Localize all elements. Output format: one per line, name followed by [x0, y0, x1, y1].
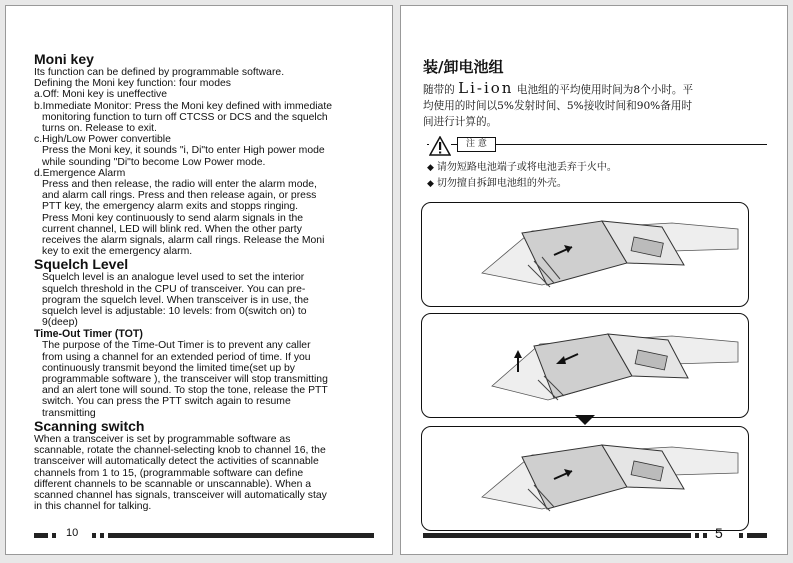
caution-label: 注 意	[457, 137, 496, 152]
moni-mode-c-body: Press the Moni key, it sounds "i, Di"to enter High power mode while sounding "Di"to become Low Power mode.	[42, 145, 325, 168]
battery-heading: 装/卸电池组	[423, 58, 504, 76]
arrow-icon	[422, 314, 748, 417]
arrow-icon	[422, 203, 748, 306]
footer-bar	[100, 533, 104, 538]
battery-intro	[423, 80, 773, 98]
moni-mode-a: a.Off: Moni key is uneffective	[34, 89, 168, 101]
page-number: 10	[66, 527, 79, 539]
page-number: 5	[715, 525, 723, 541]
footer-bar	[92, 533, 96, 538]
intro-text-b: 电池组的平均使用时间为8个小时。平	[516, 84, 694, 96]
caution-item: ◆ 切勿擅自拆卸电池组的外壳。	[427, 178, 567, 189]
squelch-heading: Squelch Level	[34, 256, 129, 273]
left-column	[34, 52, 374, 512]
caution-box	[427, 136, 767, 196]
footer-bar	[703, 533, 707, 538]
scanning-heading: Scanning switch	[34, 417, 145, 434]
moni-key-heading: Moni key	[34, 51, 94, 67]
left-page	[5, 5, 393, 555]
footer-bar	[695, 533, 699, 538]
tot-heading: Time-Out Timer (TOT)	[34, 328, 143, 341]
scanning-body: When a transceiver is set by programmable software as scannable, rotate the channel-selecting knob to channel 16, the transceiver will automatically detect the activities of scannable channels from 1 to 15, (programmable software can define different channels to be scannable or unscannable). When a scanned channel has signals, transceiver will automatically stay in this channel for talking.	[34, 433, 327, 513]
battery-intro-line2: 均使用的时间以5%发射时间、5%接收时间和90%备用时	[423, 100, 693, 112]
footer-bar	[747, 533, 767, 538]
moni-mode-d-body: Press and then release, the radio will enter the alarm mode, and alarm call rings. Press and then release again, or press PTT key, the emergency alarm exits and stopps ringing. Press Moni key continuously to send alarm signals in the current channel, LED will blink red. When the other party receives the alarm signals, alarm call rings. Release the Moni key to exit the emergency alarm.	[42, 179, 325, 258]
left-footer	[34, 527, 374, 542]
right-page	[400, 5, 788, 555]
intro-text-a: 随带的	[423, 84, 455, 96]
arrow-icon	[422, 427, 748, 530]
moni-mode-b-body: monitoring function to turn off CTCSS or DCS and the squelch turns on. Release to exit.	[42, 111, 328, 135]
caution-list	[427, 160, 617, 192]
battery-illustration-3	[421, 426, 749, 531]
moni-line-2: Defining the Moni key function: four modes	[34, 78, 231, 90]
battery-illustration-1	[421, 202, 749, 307]
footer-bar	[52, 533, 56, 538]
moni-mode-c-head: c.High/Low Power convertible	[34, 134, 171, 146]
footer-bar	[423, 533, 691, 538]
down-triangle-icon	[575, 415, 595, 425]
footer-bar	[739, 533, 743, 538]
intro-li-ion: Li-ion	[458, 79, 514, 97]
moni-mode-d-head: d.Emergence Alarm	[34, 167, 126, 179]
right-column	[423, 56, 773, 130]
battery-illustration-2	[421, 313, 749, 418]
right-footer	[423, 525, 773, 542]
tot-body: The purpose of the Time-Out Timer is to prevent any caller from using a channel for an extended period of time. If you continuously transmit beyond the limited time(set up by programmable software ), the transceiver will stop transmitting and an alert tone will sound. To stop the tone, release the PTT switch. You can press the PTT switch again to resume transmitting	[42, 340, 328, 419]
battery-intro-line3: 间进行计算的。	[423, 116, 498, 128]
moni-mode-b-head: b.Immediate Monitor: Press the Moni key defined with immediate	[34, 100, 332, 112]
squelch-body: Squelch level is an analogue level used to set the interior squelch threshold in the CPU of transceiver. You can pre- program the squelch level. When transceiver is in use, the squelch level is adjustable: 10 levels: from 0(switch on) to 9(deep)	[42, 272, 309, 329]
footer-bar	[108, 533, 374, 538]
moni-line-1: Its function can be defined by programmable software.	[34, 67, 285, 78]
warning-triangle-icon	[429, 136, 451, 156]
caution-item: ◆ 请勿短路电池端子或将电池丢弃于火中。	[427, 162, 617, 173]
footer-bar	[34, 533, 48, 538]
